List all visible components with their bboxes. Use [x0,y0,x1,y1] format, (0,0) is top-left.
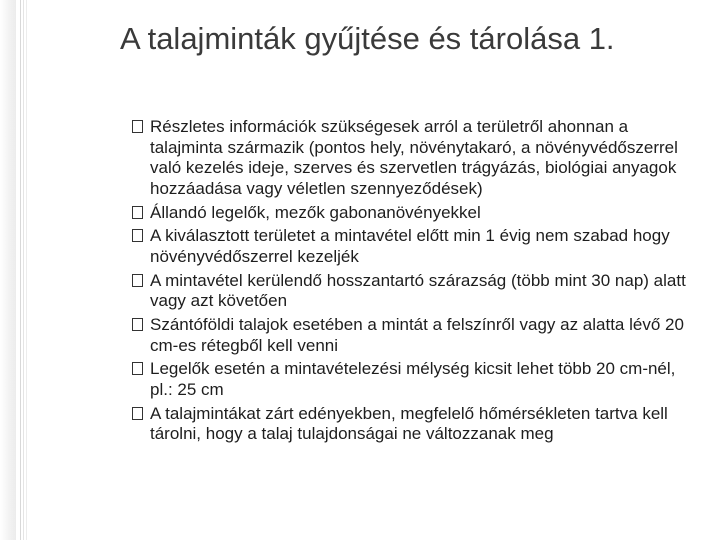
bullet-text: A mintavétel kerülendő hosszantartó szárazság (több mint 30 nap) alatt vagy azt követően [150,270,686,311]
bullet-item [132,359,702,400]
bullet-item [132,315,702,356]
square-bullet-icon [132,362,143,375]
bullet-item [132,404,702,445]
square-bullet-icon [132,206,143,219]
bullet-text: Részletes információk szükségesek arról a területről ahonnan a talajminta származik (pontos hely, növénytakaró, a növényvédőszerrel való kezelés ideje, szerves és szervetlen trágyázás, biológiai anyagok hozzáadása vagy véletlen szennyeződések) [150,117,678,198]
bullet-item [132,203,702,224]
decorative-side-band [0,0,16,540]
bullet-text: A kiválasztott területet a mintavétel előtt min 1 évig nem szabad hogy növényvédőszerrel kezeljék [150,226,670,266]
square-bullet-icon [132,318,143,331]
bullet-item [132,117,702,199]
decorative-line [20,0,21,540]
bullet-list [132,117,702,448]
bullet-text: Szántóföldi talajok esetében a mintát a felszínről vagy az alatta lévő 20 cm-es rétegből kell venni [150,315,684,355]
bullet-text: A talajmintákat zárt edényekben, megfelelő hőmérsékleten tartva kell tárolni, hogy a talaj tulajdonságai ne változzanak meg [150,403,668,444]
bullet-item [132,271,702,312]
bullet-text: Állandó legelők, mezők gabonanövényekkel [150,202,481,222]
square-bullet-icon [132,407,143,420]
decorative-line [23,0,24,540]
slide-title: A talajminták gyűjtése és tárolása 1. [120,21,615,56]
square-bullet-icon [132,120,143,133]
square-bullet-icon [132,274,143,287]
decorative-line [26,0,27,540]
bullet-item [132,226,702,267]
bullet-text: Legelők esetén a mintavételezési mélység kicsit lehet több 20 cm-nél, pl.: 25 cm [150,359,676,400]
square-bullet-icon [132,229,143,242]
